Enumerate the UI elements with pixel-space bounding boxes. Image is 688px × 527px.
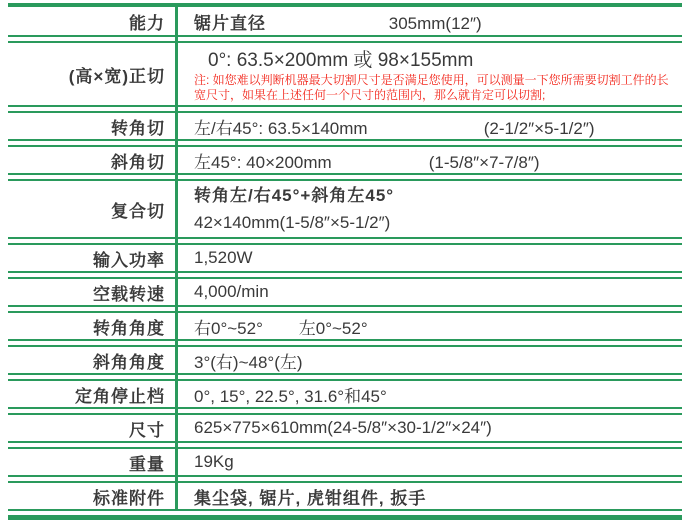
row-label: 复合切 — [111, 201, 165, 221]
row-label: 能力 — [129, 13, 165, 33]
row-label: 重量 — [129, 454, 165, 474]
value-line-1: 转角左/右45°+斜角左45° — [194, 186, 395, 205]
row-value — [178, 9, 682, 34]
row-label: 转角角度 — [93, 318, 165, 338]
row-label: 尺寸 — [129, 420, 165, 440]
value-part: 右0°~52° — [194, 318, 263, 338]
row-label: 转角切 — [111, 118, 165, 138]
row-label: 定角停止档 — [75, 386, 165, 406]
row-value — [178, 45, 682, 103]
row-label: 斜角切 — [111, 152, 165, 172]
row-value: 集尘袋, 锯片, 虎钳组件, 扳手 — [194, 488, 427, 508]
spec-table — [8, 3, 682, 520]
value-line-2: 42×140mm(1-5/8″×5-1/2″) — [194, 213, 391, 232]
row-label: 输入功率 — [93, 250, 165, 270]
row-value — [178, 114, 682, 139]
value-part: 305mm(12″) — [388, 13, 482, 33]
row-value — [178, 314, 682, 339]
row-value: 19Kg — [194, 452, 234, 471]
table-row-bevel-angle — [8, 345, 682, 375]
table-row-bevel-cut — [8, 145, 682, 175]
note-line-1: 注: 如您难以判断机器最大切割尺寸是否满足您使用，可以测量一下您所需要切割工件的长 — [194, 73, 669, 87]
row-value: 0°, 15°, 22.5°, 31.6°和45° — [194, 386, 387, 406]
value-part: (2-1/2″×5-1/2″) — [483, 118, 595, 138]
table-row-capacity — [8, 3, 682, 37]
table-row-detent-stops — [8, 379, 682, 409]
table-row-standard-accessories — [8, 481, 682, 511]
value-main: 0°: 63.5×200mm 或 98×155mm — [208, 50, 474, 71]
row-label: 斜角角度 — [93, 352, 165, 372]
row-value: 4,000/min — [194, 282, 269, 301]
table-row-dimensions — [8, 413, 682, 443]
table-row-miter-angle — [8, 311, 682, 341]
row-value: 1,520W — [194, 248, 253, 267]
note-text — [194, 73, 682, 103]
table-bottom-bar — [8, 515, 682, 520]
table-row-miter-cut — [8, 111, 682, 141]
value-part: 左/右45°: 63.5×140mm — [194, 118, 368, 138]
row-value: 625×775×610mm(24-5/8″×30-1/2″×24″) — [194, 418, 492, 437]
value-part: 左45°: 40×200mm — [194, 152, 332, 172]
table-row-input-power — [8, 243, 682, 273]
row-label: (高×宽)正切 — [68, 66, 165, 86]
row-value — [178, 182, 682, 236]
row-label: 标准附件 — [93, 488, 165, 508]
table-row-straight-cut — [8, 41, 682, 107]
value-part: (1-5/8″×7-7/8″) — [428, 152, 540, 172]
value-part: 锯片直径 — [194, 13, 266, 33]
row-value: 3°(右)~48°(左) — [194, 352, 303, 372]
note-line-2: 宽尺寸，如果在上述任何一个尺寸的范围内，那么就肯定可以切割; — [194, 88, 546, 102]
table-row-compound-cut — [8, 179, 682, 239]
row-label: 空载转速 — [93, 284, 165, 304]
table-row-weight — [8, 447, 682, 477]
table-row-no-load-speed — [8, 277, 682, 307]
value-part: 左0°~52° — [298, 318, 368, 338]
row-value — [178, 148, 682, 173]
column-divider — [175, 3, 178, 511]
